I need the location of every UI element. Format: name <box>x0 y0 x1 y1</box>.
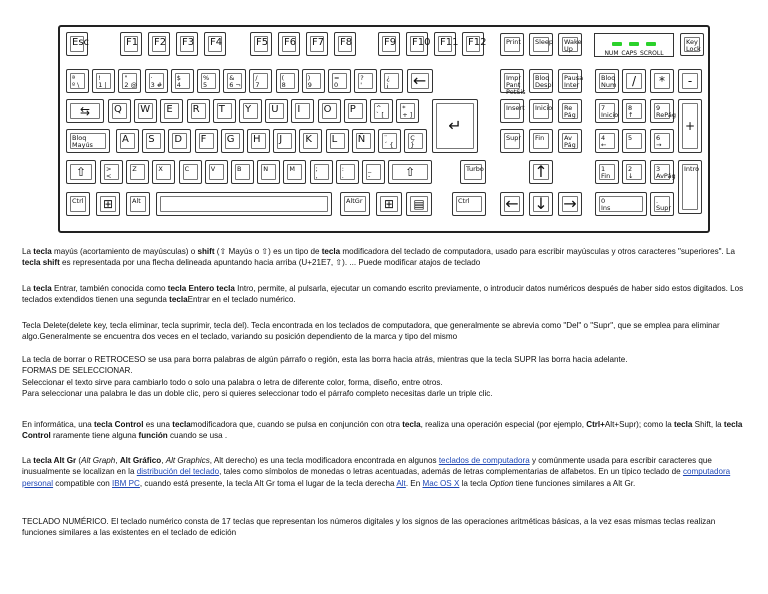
key-delete-label: Supr <box>506 134 522 142</box>
key-q-row-4[interactable] <box>213 99 236 123</box>
key-altgr[interactable] <box>340 192 370 216</box>
key-f10-label: F10 <box>412 37 431 48</box>
key-z-row-7-label: M <box>289 165 295 173</box>
key-z-row-7[interactable] <box>283 160 306 184</box>
key-menu[interactable] <box>406 192 432 216</box>
key-numpad-minus[interactable] <box>678 69 702 93</box>
key-windows[interactable] <box>96 192 120 216</box>
key-q-row-6[interactable] <box>265 99 288 123</box>
key-right-ctrl[interactable] <box>452 192 486 216</box>
italic-text: Option <box>489 478 514 488</box>
key-scroll-lock[interactable] <box>529 69 553 93</box>
key-numpad-plus-label: + <box>684 119 696 133</box>
key-numpad-divide-label: / <box>631 74 637 88</box>
key-f5-label: F5 <box>256 37 269 48</box>
key-esc[interactable] <box>66 32 88 56</box>
key-digit-12[interactable] <box>380 69 403 93</box>
key-numpad-plus[interactable] <box>678 99 702 153</box>
key-q-row-1[interactable] <box>134 99 157 123</box>
key-a-row-7-label: K <box>305 134 312 145</box>
key-digit-0[interactable] <box>66 69 89 93</box>
key-sleep-label: Sleep <box>535 38 554 46</box>
key-f2[interactable] <box>148 32 170 56</box>
key-a-row-11[interactable] <box>404 129 427 153</box>
key-wake-up-label: Wake Up <box>564 38 582 53</box>
key-f6-label: F6 <box>284 37 297 48</box>
key-z-row-5[interactable] <box>231 160 254 184</box>
key-sleep[interactable] <box>529 33 553 56</box>
text-run: , realiza una operación especial (por ejemplo, <box>420 420 587 429</box>
key-digit-7-label: / 7 <box>255 74 260 89</box>
key-left-shift-label: ⇧ <box>75 165 87 179</box>
key-esc-label: Esc <box>72 37 90 48</box>
key-turbo[interactable] <box>460 160 486 184</box>
key-f8[interactable] <box>334 32 356 56</box>
key-q-row-3-label: R <box>192 104 200 115</box>
text-run: mayús (acortamiento de mayúsculas) o <box>51 247 198 256</box>
italic-text: Alt Graphics <box>165 456 210 465</box>
key-f1-label: F1 <box>126 37 139 48</box>
key-digit-9[interactable] <box>302 69 325 93</box>
key-f7-label: F7 <box>312 37 325 48</box>
paragraph-shift <box>22 246 752 269</box>
keyboard-diagram <box>58 25 710 233</box>
key-tab-label: ⇆ <box>79 104 91 118</box>
key-z-row-10[interactable] <box>362 160 385 184</box>
key-a-row-9-label: Ñ <box>357 134 366 145</box>
key-tab[interactable] <box>66 99 104 123</box>
key-z-row-1[interactable] <box>126 160 149 184</box>
key-a-row-5-label: H <box>253 134 261 145</box>
text-run: modificadora que, cuando se pulsa en conjunción con otra <box>190 420 403 429</box>
key-insert[interactable] <box>500 99 524 123</box>
text-run: Tecla Delete(delete key, tecla eliminar, tecla suprimir, tecla del). Tecla encontrada en los teclados de computadora, que generalmente se abrevia como "Del" o "Supr", que se emplea para eliminar algo.Generalmente se encuentra dos veces en el teclado, variando su posición dependiento de la marca y tipo del mismo <box>22 321 720 342</box>
paragraph-enter <box>22 283 752 306</box>
key-caps-lock-label: Bloq Mayús <box>72 134 93 149</box>
key-z-row-8-label: ; , <box>315 165 318 180</box>
text-run: modificadora del teclado de computadora, usado para escribir mayúsculas y otros caracteres "superiores". La <box>340 247 736 256</box>
key-numpad-4-label: 4 ← <box>601 134 607 149</box>
key-f12-label: F12 <box>468 37 487 48</box>
key-q-row-10[interactable] <box>370 99 393 123</box>
key-f9[interactable] <box>378 32 400 56</box>
key-q-row-7-label: I <box>297 104 301 115</box>
text-run: la tecla <box>459 478 490 488</box>
led-indicator <box>629 42 639 46</box>
key-left-alt[interactable] <box>126 192 150 216</box>
key-digit-6[interactable] <box>223 69 246 93</box>
key-f12[interactable] <box>462 32 487 56</box>
key-a-row-2[interactable] <box>168 129 191 153</box>
led-label: NUM <box>604 50 619 57</box>
key-numpad-enter[interactable] <box>678 160 702 214</box>
bold-text: función <box>138 431 168 441</box>
italic-text: Alt Graph <box>81 456 116 465</box>
key-digit-1-label: ! 1 | <box>98 74 107 89</box>
text-run: y comúnmente usada para escribir caracteres que inusualmente se localizan en la <box>22 456 712 477</box>
key-a-row-6-label: J <box>279 134 283 145</box>
key-arrow-down[interactable] <box>529 192 553 216</box>
key-numpad-6[interactable] <box>650 129 674 153</box>
key-a-row-3[interactable] <box>195 129 218 153</box>
key-f2-label: F2 <box>154 37 167 48</box>
key-scroll-lock-label: Bloq Despl <box>535 74 554 89</box>
key-backspace-label: ← <box>412 71 427 90</box>
key-numpad-1-label: 1 Fin <box>601 165 611 180</box>
key-end-label: Fin <box>535 134 545 142</box>
key-q-row-11[interactable] <box>396 99 419 123</box>
key-digit-0-label: ª º \ <box>72 74 80 89</box>
key-numpad-9[interactable] <box>650 99 674 123</box>
bold-text: tecla <box>33 247 52 256</box>
key-arrow-left[interactable] <box>500 192 524 216</box>
paragraph-altgr <box>22 455 752 489</box>
text-run: En informática, una <box>22 420 94 429</box>
key-delete[interactable] <box>500 129 524 153</box>
key-right-shift[interactable] <box>388 160 432 184</box>
key-a-row-4[interactable] <box>221 129 244 153</box>
key-digit-8[interactable] <box>276 69 299 93</box>
bold-text: tecla <box>673 420 693 429</box>
key-insert-label: Insert <box>506 104 525 112</box>
key-numpad-multiply-label: * <box>659 74 665 88</box>
text-run: tiene funciones similares a Alt Gr. <box>513 478 636 488</box>
key-numpad-multiply[interactable] <box>650 69 674 93</box>
key-numpad-divide[interactable] <box>622 69 646 93</box>
key-a-row-8-label: L <box>331 134 338 145</box>
bold-text: tecla <box>167 284 187 293</box>
text-run: TECLADO NUMÉRICO. El teclado numérico consta de 17 teclas que representan los números digitales y los signos de las operaciones aritméticas básicas, a la vez esas mismas teclas realizan funciones similares a las existentes en el teclado de edición <box>22 517 716 538</box>
key-numpad-dot[interactable] <box>650 192 674 216</box>
text-run: , <box>115 456 120 465</box>
paragraph-backspace <box>22 354 752 400</box>
key-print-screen-label: Impr Pant PetSis <box>506 74 526 96</box>
key-a-row-3-label: F <box>200 134 207 145</box>
led-label: SCROLL <box>639 50 664 57</box>
key-digit-5[interactable] <box>197 69 220 93</box>
key-q-row-9-label: P <box>349 104 356 115</box>
menu-icon: ▤ <box>413 197 425 211</box>
key-a-row-1[interactable] <box>142 129 165 153</box>
key-f3-label: F3 <box>182 37 195 48</box>
key-a-row-11-label: Ç } <box>410 134 415 149</box>
text-run: compatible con <box>53 478 112 488</box>
key-digit-3[interactable] <box>145 69 168 93</box>
text-run: , tales como símbolos de monedas o letras acentuadas, además de letras complementarias de alfabetos. En un típico teclado de <box>219 467 683 477</box>
key-a-row-4-label: G <box>226 134 235 145</box>
right-windows-icon: ⊞ <box>383 197 395 211</box>
key-backspace[interactable] <box>407 69 433 93</box>
text-link[interactable]: computadora personal <box>22 467 731 488</box>
led-label: CAPS <box>621 50 638 57</box>
key-q-row-0[interactable] <box>108 99 131 123</box>
key-home[interactable] <box>529 99 553 123</box>
key-right-shift-label: ⇧ <box>405 165 416 179</box>
key-end[interactable] <box>529 129 553 153</box>
key-digit-7[interactable] <box>249 69 272 93</box>
key-arrow-right-label: → <box>563 194 577 213</box>
key-numpad-6-label: 6 → <box>656 134 662 149</box>
key-keylock[interactable] <box>680 33 704 56</box>
text-link[interactable]: distribución del teclado <box>136 467 220 477</box>
key-a-row-6[interactable] <box>273 129 296 153</box>
key-pause-label: Pausa Inter <box>564 74 584 89</box>
bold-text: tecla Control <box>93 420 144 429</box>
text-run: Intro, permite, al pulsarla, ejecutar un comando escrito previamente, o introducir datos numéricos después de haber sido estos digitados. Los teclados extendidos tienen una segunda <box>22 284 744 305</box>
text-run: es una <box>143 420 173 429</box>
key-digit-9-label: ) 9 <box>307 74 312 89</box>
text-run: La <box>22 456 34 465</box>
key-digit-10-label: = 0 <box>334 74 340 89</box>
bold-text: tecla <box>402 420 421 429</box>
bold-text: tecla <box>321 247 341 256</box>
text-line: La tecla de borrar o RETROCESO se usa para borra palabras de algún párrafo o región, esta las borra hacia atrás, mientras que la tecla SUPR las borra hacia adelante. <box>22 355 628 364</box>
key-a-row-10-label: ¨ ´ { <box>384 134 394 149</box>
key-q-row-5-label: Y <box>245 104 252 115</box>
key-digit-12-label: ¿ ¡ <box>386 74 390 89</box>
text-link[interactable]: Alt <box>396 478 406 488</box>
key-numlock[interactable] <box>595 69 619 93</box>
key-z-row-2[interactable] <box>152 160 175 184</box>
text-link[interactable]: Mac OS X <box>422 478 460 488</box>
key-q-row-7[interactable] <box>291 99 314 123</box>
key-digit-11[interactable] <box>354 69 377 93</box>
key-page-down-label: Av Pág <box>564 134 576 149</box>
key-numpad-7-label: 7 Inicio <box>601 104 619 119</box>
bold-text: tecla Control <box>22 420 743 441</box>
key-digit-11-label: ? ' <box>360 74 364 89</box>
key-q-row-10-label: ^ ` [ <box>376 104 384 119</box>
key-a-row-9[interactable] <box>352 129 375 153</box>
key-a-row-10[interactable] <box>378 129 401 153</box>
lock-indicator-panel <box>594 33 674 57</box>
key-z-row-10-label: _ - <box>368 165 372 180</box>
text-run: raramente tiene alguna <box>50 431 139 441</box>
key-a-row-1-label: S <box>148 134 155 145</box>
key-z-row-3-label: C <box>184 165 190 173</box>
key-z-row-6[interactable] <box>257 160 280 184</box>
key-q-row-2[interactable] <box>160 99 183 123</box>
key-f3[interactable] <box>176 32 198 56</box>
key-altgr-label: AltGr <box>346 197 363 205</box>
paragraph-numpad <box>22 516 752 539</box>
key-f1[interactable] <box>120 32 142 56</box>
key-turbo-label: Turbo <box>466 165 484 173</box>
key-numpad-7[interactable] <box>595 99 619 123</box>
text-run: Entrar en el teclado numérico. <box>187 295 296 305</box>
key-numpad-9-label: 9 RePág <box>656 104 676 119</box>
key-z-row-2-label: X <box>158 165 163 173</box>
key-q-row-0-label: Q <box>114 104 122 115</box>
text-run: , cuando está presente, la tecla Alt Gr toma el lugar de la tecla derecha <box>139 478 397 488</box>
key-numpad-dot-label: . Supr <box>656 197 672 212</box>
text-run: , Alt derecho) es una tecla modificadora encontrada en algunos <box>209 456 439 465</box>
key-home-label: Inicio <box>535 104 553 112</box>
key-numlock-label: Bloq Num <box>601 74 617 89</box>
key-z-row-1-label: Z <box>132 165 137 173</box>
key-z-row-0[interactable] <box>100 160 123 184</box>
key-digit-10[interactable] <box>328 69 351 93</box>
key-q-row-8[interactable] <box>318 99 341 123</box>
text-run: La <box>22 247 34 256</box>
key-arrow-up-label: ↑ <box>534 162 548 181</box>
key-numpad-minus-label: - <box>687 74 693 88</box>
key-print-label: Print <box>506 38 521 46</box>
bold-text: tecla <box>172 420 191 429</box>
text-run: ( <box>76 456 82 465</box>
key-f11[interactable] <box>434 32 459 56</box>
key-q-row-5[interactable] <box>239 99 262 123</box>
key-numpad-0-label: 0 Ins <box>601 197 611 212</box>
key-page-up-label: Re Pág <box>564 104 576 119</box>
key-z-row-5-label: B <box>237 165 242 173</box>
key-digit-6-label: & 6 ¬ <box>229 74 241 89</box>
bold-text: tecla shift <box>22 258 60 268</box>
key-arrow-right[interactable] <box>558 192 582 216</box>
key-q-row-9[interactable] <box>344 99 367 123</box>
bold-text: tecla <box>33 284 52 293</box>
key-f5[interactable] <box>250 32 272 56</box>
key-a-row-0-label: A <box>122 134 129 145</box>
key-print-screen[interactable] <box>500 69 526 96</box>
key-numpad-8[interactable] <box>622 99 646 123</box>
paragraph-delete <box>22 320 752 343</box>
text-run: cuando se usa . <box>167 431 228 441</box>
key-z-row-6-label: N <box>263 165 269 173</box>
key-left-shift[interactable] <box>66 160 96 184</box>
text-line: Para seleccionar una palabra le das un doble clic, pero si quieres seleccionar todo el párrafo completo necesitas darle un triple clic. <box>22 389 493 399</box>
key-right-windows[interactable] <box>376 192 402 216</box>
led-indicator <box>612 42 622 46</box>
key-z-row-9[interactable] <box>336 160 359 184</box>
key-digit-4[interactable] <box>171 69 194 93</box>
bold-text: shift <box>197 247 215 256</box>
key-digit-1[interactable] <box>92 69 115 93</box>
key-space[interactable] <box>156 192 332 216</box>
key-numpad-5-label: 5 <box>628 134 633 142</box>
key-numpad-2[interactable] <box>622 160 646 184</box>
key-q-row-11-label: * + ] <box>402 104 413 119</box>
bold-text: tecla <box>169 295 188 305</box>
key-f10[interactable] <box>406 32 431 56</box>
text-run: Shift, la <box>692 420 724 429</box>
key-enter-label: ↵ <box>448 116 462 135</box>
key-digit-3-label: · 3 # <box>150 74 163 89</box>
bold-text: tecla Alt Gr <box>33 456 77 465</box>
key-arrow-up[interactable] <box>529 160 553 184</box>
key-numpad-4[interactable] <box>595 129 619 153</box>
key-q-row-2-label: E <box>166 104 173 115</box>
key-numpad-3[interactable] <box>650 160 674 184</box>
key-z-row-4[interactable] <box>205 160 228 184</box>
text-run: La <box>22 284 34 293</box>
key-digit-5-label: % 5 <box>203 74 210 89</box>
key-digit-8-label: ( 8 <box>281 74 286 89</box>
text-run: , <box>161 456 166 465</box>
key-q-row-6-label: U <box>271 104 279 115</box>
text-run: . En <box>405 478 423 488</box>
key-f7[interactable] <box>306 32 328 56</box>
key-q-row-4-label: T <box>218 104 225 115</box>
key-pause[interactable] <box>558 69 582 93</box>
text-line: FORMAS DE SELECCIONAR. <box>22 366 133 376</box>
key-numpad-5[interactable] <box>622 129 646 153</box>
text-run: es representada por una flecha delineada apuntando hacia arriba (U+21E7, ⇧). ... Puede modificar atajos de teclado <box>59 258 481 268</box>
key-numpad-0[interactable] <box>595 192 647 216</box>
key-f8-label: F8 <box>340 37 353 48</box>
key-a-row-0[interactable] <box>116 129 139 153</box>
key-numpad-8-label: 8 ↑ <box>628 104 634 119</box>
paragraph-control <box>22 419 752 442</box>
key-a-row-8[interactable] <box>326 129 349 153</box>
key-caps-lock[interactable] <box>66 129 110 153</box>
bold-text: Ctrl+ <box>586 420 605 429</box>
key-arrow-left-label: ← <box>505 194 519 213</box>
text-run: Alt+Supr); como la <box>604 420 674 429</box>
windows-icon: ⊞ <box>102 197 114 211</box>
key-digit-2-label: " 2 @ <box>124 74 138 89</box>
text-link[interactable]: teclados de computadora <box>438 456 530 465</box>
key-right-ctrl-label: Ctrl <box>458 197 470 205</box>
key-keylock-label: Key Lock <box>686 38 701 53</box>
text-link[interactable]: IBM PC <box>112 478 140 488</box>
key-left-ctrl[interactable] <box>66 192 90 216</box>
key-enter[interactable] <box>432 99 478 153</box>
key-q-row-8-label: O <box>323 104 332 115</box>
key-a-row-5[interactable] <box>247 129 270 153</box>
key-z-row-3[interactable] <box>179 160 202 184</box>
key-f6[interactable] <box>278 32 300 56</box>
text-run: Entrar, también conocida como <box>51 284 168 293</box>
key-a-row-7[interactable] <box>299 129 322 153</box>
key-f9-label: F9 <box>384 37 397 48</box>
key-digit-4-label: $ 4 <box>176 74 181 89</box>
led-indicator <box>646 42 656 46</box>
key-f4[interactable] <box>204 32 226 56</box>
key-left-ctrl-label: Ctrl <box>72 197 84 205</box>
text-run: (⇧ Mayús o ⇧) es un tipo de <box>214 247 322 256</box>
text-line: Seleccionar el texto sirve para cambiarlo todo o solo una palabra o letra de diferente color, forma, diseño, entre otros. <box>22 377 443 387</box>
key-numpad-enter-label: Intro <box>684 165 700 173</box>
key-q-row-1-label: W <box>140 104 151 115</box>
key-digit-2[interactable] <box>118 69 141 93</box>
key-page-up[interactable] <box>558 99 582 123</box>
bold-text: Alt Gráfico <box>119 456 162 465</box>
key-f4-label: F4 <box>210 37 223 48</box>
key-arrow-down-label: ↓ <box>534 194 548 213</box>
key-z-row-4-label: V <box>210 165 216 173</box>
key-left-alt-label: Alt <box>132 197 141 205</box>
key-wake-up[interactable] <box>558 33 582 56</box>
key-z-row-0-label: > < <box>106 165 112 180</box>
key-numpad-2-label: 2 ↓ <box>628 165 634 180</box>
key-a-row-2-label: D <box>174 134 183 145</box>
key-z-row-8[interactable] <box>310 160 333 184</box>
key-z-row-9-label: : . <box>341 165 344 180</box>
key-numpad-3-label: 3 AvPág <box>656 165 676 180</box>
key-q-row-3[interactable] <box>187 99 210 123</box>
key-f11-label: F11 <box>440 37 459 48</box>
key-numpad-1[interactable] <box>595 160 619 184</box>
key-page-down[interactable] <box>558 129 582 153</box>
bold-text: Entero tecla <box>188 284 235 293</box>
key-print[interactable] <box>500 33 524 56</box>
